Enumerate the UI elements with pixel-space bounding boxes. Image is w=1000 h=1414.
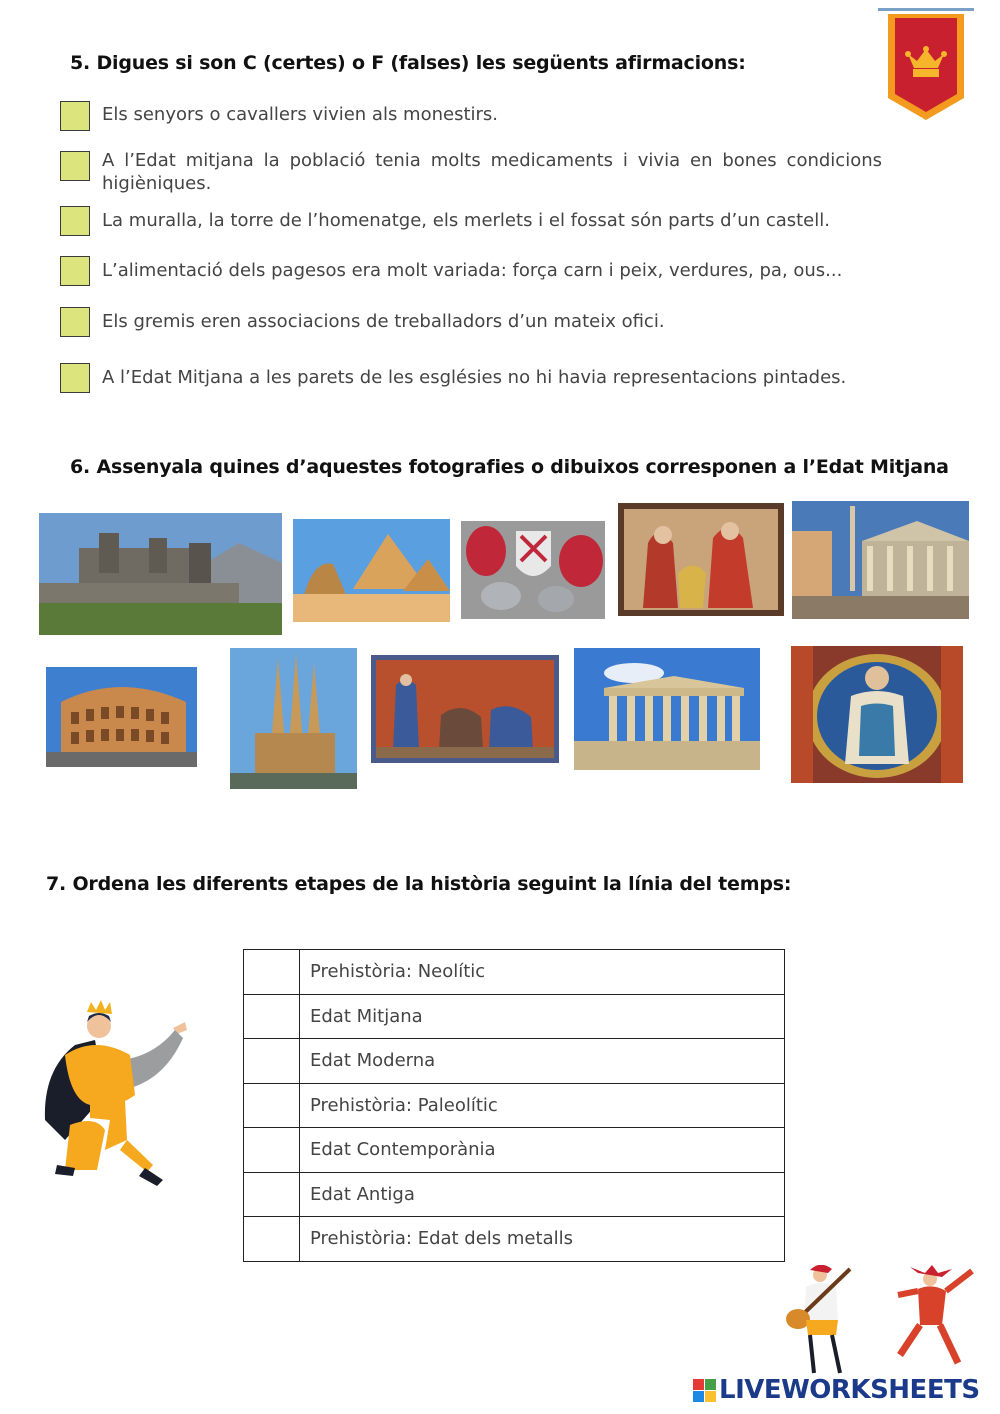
statement-2: A l’Edat mitjana la població tenia molts medicaments i vivia en bones condicions higièniques.: [102, 150, 882, 194]
statement-1: Els senyors o cavallers vivien als monestirs.: [102, 104, 499, 125]
answer-box-1[interactable]: [60, 101, 90, 131]
photo-pantheon-rome[interactable]: [792, 501, 969, 619]
photo-parthenon-athens[interactable]: [574, 648, 760, 770]
live-logo-icon: [693, 1379, 717, 1403]
answer-box-5[interactable]: [60, 307, 90, 337]
statement-6: A l’Edat Mitjana a les parets de les esglésies no hi havia representacions pintades.: [102, 367, 847, 388]
stage-label-6: Edat Antiga: [300, 1172, 785, 1217]
photo-medieval-castle[interactable]: [39, 513, 282, 635]
table-row: [244, 950, 785, 995]
q7-title: 7. Ordena les diferents etapes de la història seguint la línia del temps:: [46, 873, 792, 895]
photo-sagrada-familia[interactable]: [230, 648, 357, 789]
answer-box-3[interactable]: [60, 206, 90, 236]
q6-title: 6. Assenyala quines d’aquestes fotografies o dibuixos corresponen a l’Edat Mitjana: [70, 456, 949, 478]
answer-box-4[interactable]: [60, 256, 90, 286]
jesters-illustration-icon: [780, 1265, 980, 1377]
stage-label-4: Prehistòria: Paleolític: [300, 1083, 785, 1128]
photo-colosseum[interactable]: [46, 667, 197, 767]
order-input-2[interactable]: [244, 994, 300, 1039]
photo-pyramids-sphinx[interactable]: [293, 519, 450, 622]
photo-medieval-manuscript-illustration[interactable]: [618, 503, 784, 616]
crown-banner-icon: [878, 6, 974, 124]
table-row: [244, 1217, 785, 1262]
order-input-3[interactable]: [244, 1039, 300, 1084]
statement-5: Els gremis eren associacions de treballadors d’un mateix ofici.: [102, 311, 665, 332]
liveworksheets-logo[interactable]: [693, 1375, 993, 1407]
table-row: [244, 994, 785, 1039]
logo-text: LIVEWORKSHEETS: [719, 1375, 980, 1405]
table-row: [244, 1128, 785, 1173]
stage-label-2: Edat Mitjana: [300, 994, 785, 1039]
stage-label-1: Prehistòria: Neolític: [300, 950, 785, 995]
stage-label-7: Prehistòria: Edat dels metalls: [300, 1217, 785, 1262]
table-row: [244, 1172, 785, 1217]
order-input-5[interactable]: [244, 1128, 300, 1173]
table-row: [244, 1039, 785, 1084]
answer-box-6[interactable]: [60, 363, 90, 393]
answer-box-2[interactable]: [60, 151, 90, 181]
stage-label-5: Edat Contemporània: [300, 1128, 785, 1173]
table-row: [244, 1083, 785, 1128]
stage-label-3: Edat Moderna: [300, 1039, 785, 1084]
photo-medieval-tapestry-peasants[interactable]: [371, 655, 559, 763]
statement-4: L’alimentació dels pagesos era molt variada: força carn i peix, verdures, pa, ous...: [102, 260, 843, 281]
statement-3: La muralla, la torre de l’homenatge, els merlets i el fossat són parts d’un castell.: [102, 210, 830, 231]
order-input-7[interactable]: [244, 1217, 300, 1262]
king-illustration-icon: [35, 1000, 195, 1190]
order-input-6[interactable]: [244, 1172, 300, 1217]
order-input-1[interactable]: [244, 950, 300, 995]
q5-title: 5. Digues si son C (certes) o F (falses) les següents afirmacions:: [70, 52, 746, 74]
photo-medieval-shields-helmets[interactable]: [461, 521, 605, 619]
order-input-4[interactable]: [244, 1083, 300, 1128]
photo-romanesque-christ-fresco[interactable]: [791, 646, 963, 783]
timeline-order-table: [243, 949, 785, 1262]
